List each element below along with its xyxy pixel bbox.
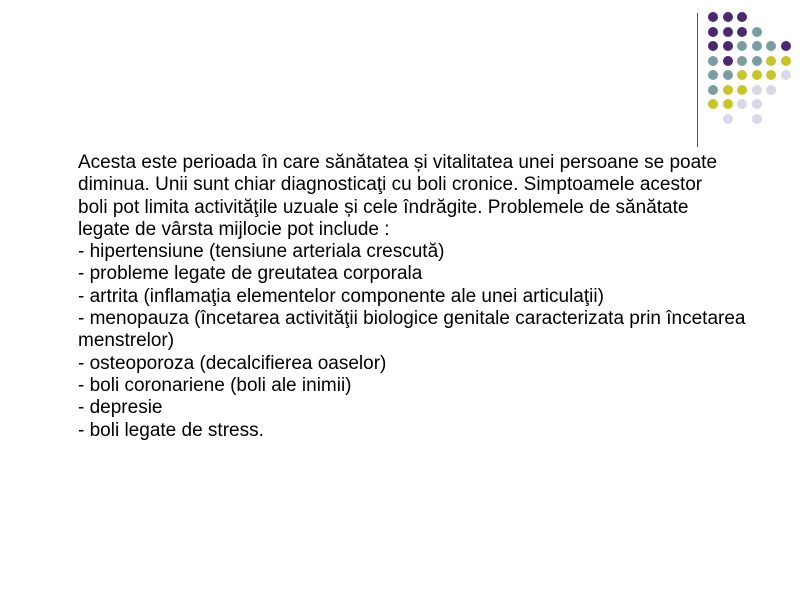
decorative-dot: [752, 41, 762, 51]
decorative-dot: [723, 99, 733, 109]
list-item-weight-problems: - probleme legate de greutatea corporala: [78, 263, 423, 285]
decorative-dot: [737, 12, 747, 22]
decorative-dot: [723, 114, 733, 124]
decorative-dot: [737, 27, 747, 37]
decorative-dot: [723, 27, 733, 37]
decorative-dot: [708, 41, 718, 51]
decorative-dot: [781, 41, 791, 51]
decorative-dot: [781, 56, 791, 66]
decorative-dot: [752, 99, 762, 109]
list-item-arthritis: - artrita (inflamaţia elementelor componente ale unei articulaţii): [78, 285, 604, 307]
decorative-dot: [752, 27, 762, 37]
decorative-dot: [752, 70, 762, 80]
decorative-dot: [723, 85, 733, 95]
decorative-dot: [737, 56, 747, 66]
decorative-dot: [766, 70, 776, 80]
slide-body-text: [78, 152, 778, 442]
decorative-dot: [708, 99, 718, 109]
list-item-osteoporosis: - osteoporoza (decalcifierea oaselor): [78, 352, 387, 374]
decorative-dot: [766, 56, 776, 66]
decorative-dot: [708, 27, 718, 37]
decorative-dot: [737, 99, 747, 109]
decorative-dot: [723, 70, 733, 80]
decorative-dot: [752, 56, 762, 66]
decorative-dot: [752, 85, 762, 95]
decorative-dot: [737, 41, 747, 51]
decorative-dot: [752, 114, 762, 124]
list-item-hypertension: - hipertensiune (tensiune arteriala crescută): [78, 241, 445, 263]
list-item-menopause: - menopauza (încetarea activităţii biologice genitale caracterizata prin încetarea menstrelor): [78, 308, 746, 352]
list-item-coronary-disease: - boli coronariene (boli ale inimii): [78, 374, 352, 396]
decorative-dot: [781, 70, 791, 80]
vertical-divider-line: [697, 13, 698, 147]
decorative-dot: [708, 12, 718, 22]
decorative-dot: [723, 56, 733, 66]
decorative-dot: [766, 41, 776, 51]
list-item-depression: - depresie: [78, 397, 163, 419]
decorative-dot: [708, 70, 718, 80]
decorative-dot-grid: [708, 12, 798, 132]
decorative-dot: [737, 70, 747, 80]
intro-paragraph: Acesta este perioada în care sănătatea și vitalitatea unei persoane se poate diminua. Unii sunt chiar diagnosticaţi cu boli cronice. Simptoamele acestor boli pot limita activităţile uzuale și cele îndrăgite. Problemele de sănătate legate de vârsta mijlocie pot include :: [78, 152, 718, 240]
decorative-dot: [737, 85, 747, 95]
list-item-stress-diseases: - boli legate de stress.: [78, 419, 264, 441]
decorative-dot: [708, 56, 718, 66]
decorative-dot: [766, 85, 776, 95]
decorative-dot: [708, 85, 718, 95]
decorative-dot: [723, 41, 733, 51]
decorative-dot: [723, 12, 733, 22]
